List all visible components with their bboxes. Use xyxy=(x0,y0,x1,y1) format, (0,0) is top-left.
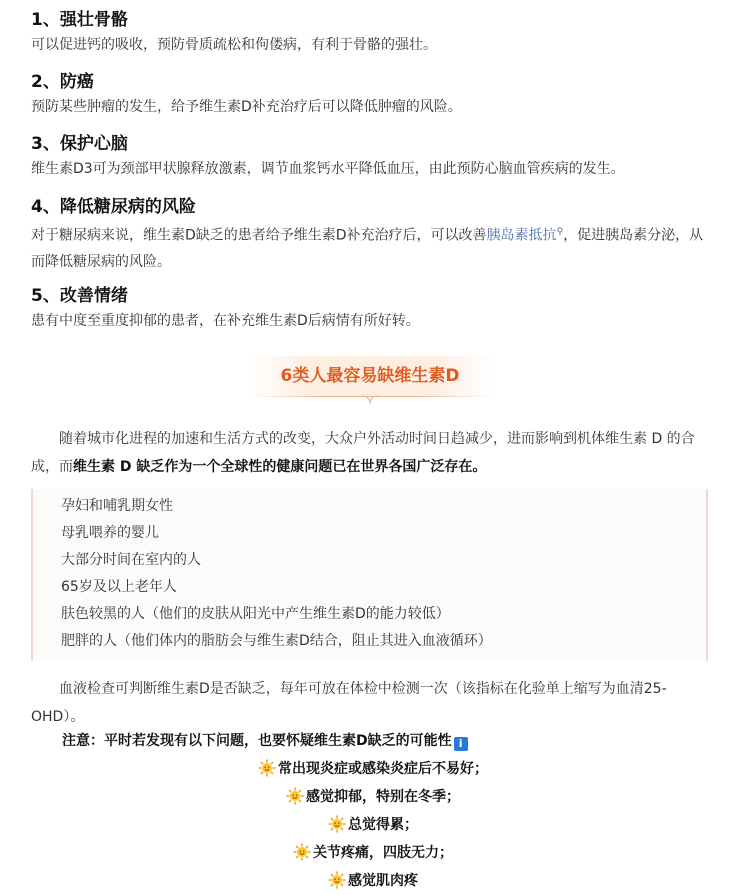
list-item: 大部分时间在室内的人 xyxy=(61,552,201,568)
symptom-item xyxy=(31,867,715,895)
section-2 xyxy=(31,70,715,120)
section-3 xyxy=(31,132,715,182)
note-text: 注意：平时若发现有以下问题，也要怀疑维生素D缺乏的可能性 xyxy=(62,733,452,749)
symptoms-list xyxy=(31,755,715,895)
section-5 xyxy=(31,284,715,334)
blood-test-paragraph: 血液检查可判断维生素D是否缺乏，每年可放在体检中检测一次（该指标在化验单上缩写为血清25-OHD）。 xyxy=(31,681,667,725)
list-item: 孕妇和哺乳期女性 xyxy=(61,498,173,514)
banner-ornament-icon xyxy=(360,392,380,406)
risk-groups-list xyxy=(61,493,492,655)
note-line xyxy=(62,729,468,753)
banner-title: 6类人最容易缺维生素D xyxy=(247,356,493,396)
section-body-after: ，促进胰岛素分泌，从而降低糖尿病的风险。 xyxy=(31,227,704,270)
symptom-text: 常出现炎症或感染炎症后不易好； xyxy=(278,761,488,777)
risk-groups-box xyxy=(31,489,708,661)
list-item: 肤色较黑的人（他们的皮肤从阳光中产生维生素D的能力较低） xyxy=(61,606,450,622)
section-body-before: 对于糖尿病来说，维生素D缺乏的患者给予维生素D补充治疗后，可以改善 xyxy=(31,227,487,244)
list-item: 65岁及以上老年人 xyxy=(61,579,177,595)
symptom-text: 感觉肌肉疼 xyxy=(348,873,418,889)
symptom-text: 总觉得累； xyxy=(348,817,418,833)
section-4 xyxy=(31,195,715,275)
section-title: 5、改善情绪 xyxy=(31,286,128,306)
box-right-border xyxy=(706,489,708,661)
section-title: 3、保护心脑 xyxy=(31,134,128,154)
section-title: 1、强壮骨骼 xyxy=(31,10,128,30)
info-icon: i xyxy=(454,737,468,751)
section-body: 预防某些肿瘤的发生，给予维生素D补充治疗后可以降低肿瘤的风险。 xyxy=(31,99,462,115)
symptom-item xyxy=(31,755,715,783)
symptom-item xyxy=(31,783,715,811)
section-1 xyxy=(31,8,715,58)
intro-text: 随着城市化进程的加速和生活方式的改变，大众户外活动时间日趋减少，进而影响到机体维生素 D 的合成，而 xyxy=(31,431,695,475)
insulin-resistance-link[interactable]: 胰岛素抵抗 xyxy=(486,227,557,244)
section-title: 2、防癌 xyxy=(31,72,94,92)
symptom-text: 关节疼痛，四肢无力； xyxy=(313,845,453,861)
list-item: 母乳喂养的婴儿 xyxy=(61,525,159,541)
sun-emoji-icon xyxy=(258,759,276,777)
symptom-item xyxy=(31,839,715,867)
symptom-item xyxy=(31,811,715,839)
sun-emoji-icon xyxy=(328,871,346,889)
intro-bold-text: 维生素 D 缺乏作为一个全球性的健康问题已在世界各国广泛存在。 xyxy=(73,459,487,475)
sun-emoji-icon xyxy=(286,787,304,805)
section-body: 维生素D3可为颈部甲状腺释放激素，调节血浆钙水平降低血压，由此预防心脑血管疾病的发生。 xyxy=(31,161,625,177)
box-left-border xyxy=(31,489,33,661)
section-body: 患有中度至重度抑郁的患者，在补充维生素D后病情有所好转。 xyxy=(31,313,420,329)
symptom-text: 感觉抑郁，特别在冬季； xyxy=(306,789,460,805)
section-body: 可以促进钙的吸收，预防骨质疏松和佝偻病，有利于骨骼的强壮。 xyxy=(31,37,437,53)
section-banner xyxy=(247,356,493,412)
search-icon[interactable]: ⚲ xyxy=(556,227,564,237)
sun-emoji-icon xyxy=(293,843,311,861)
sun-emoji-icon xyxy=(328,815,346,833)
section-body xyxy=(31,219,715,275)
list-item: 肥胖的人（他们体内的脂肪会与维生素D结合，阻止其进入血液循环） xyxy=(61,633,492,649)
section-title: 4、降低糖尿病的风险 xyxy=(31,197,196,217)
intro-paragraph xyxy=(31,425,715,481)
